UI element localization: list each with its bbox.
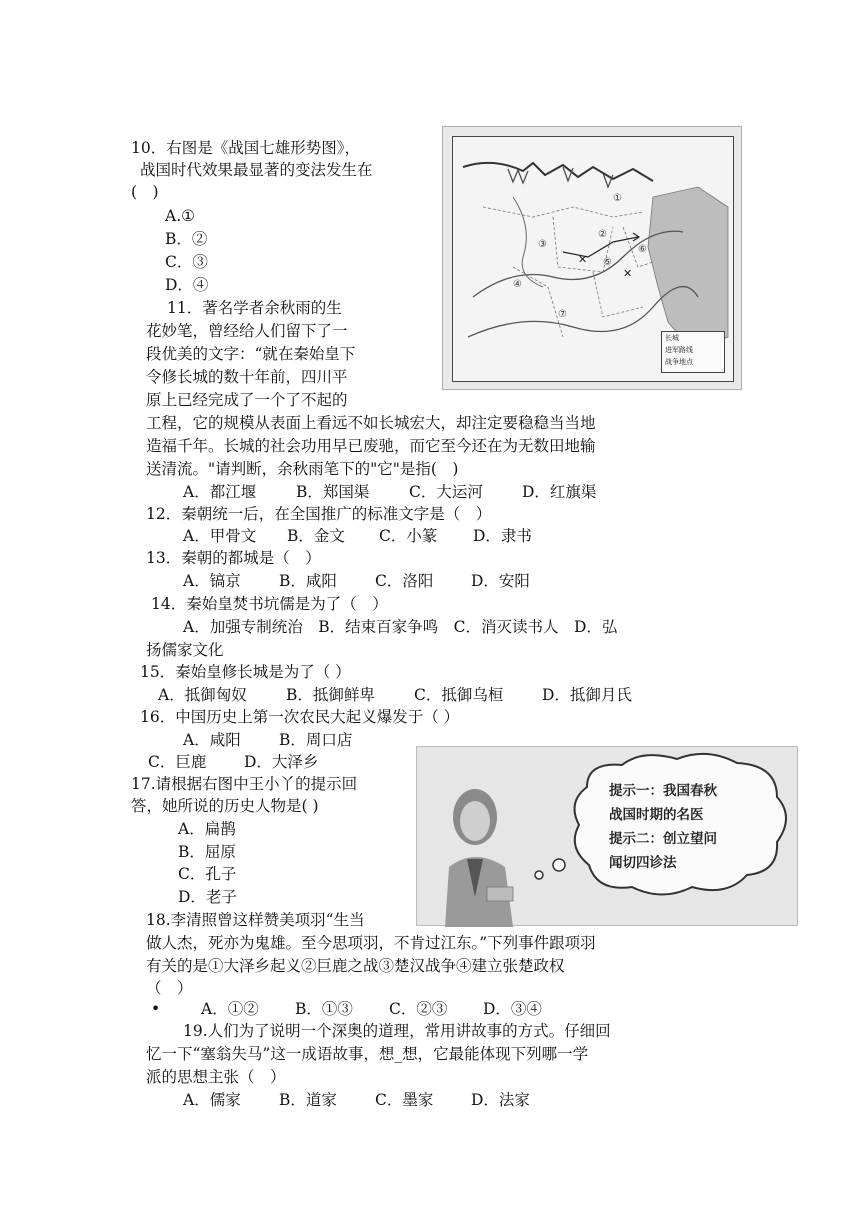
q14-stem: 14．秦始皇焚书坑儒是为了（ ） xyxy=(151,595,388,613)
q13-stem: 13．秦朝的都城是（ ） xyxy=(146,549,321,567)
q19-option-a: A．儒家 xyxy=(183,1091,241,1109)
q18-option-a: A．①② xyxy=(201,1000,259,1018)
q16-options-line2 xyxy=(148,751,318,773)
hint-one-line2: 战国时期的名医 xyxy=(609,807,704,823)
q13-option-d: D．安阳 xyxy=(471,572,530,590)
legend-item-route: 进军路线 xyxy=(665,346,693,354)
q16-options-line1 xyxy=(183,729,352,751)
q17-option-b: B．屈原 xyxy=(178,843,236,861)
q13-option-a: A．镐京 xyxy=(183,572,241,590)
host-illustration xyxy=(417,747,799,927)
q17-option-d: D．老子 xyxy=(178,888,237,906)
q15-option-a: A．抵御匈奴 xyxy=(158,686,247,704)
q19-options xyxy=(183,1089,530,1111)
q18-option-d: D．③④ xyxy=(483,1000,542,1018)
q17-option-c: C．孔子 xyxy=(178,865,237,883)
q11-option-d: D．红旗渠 xyxy=(522,483,597,501)
hint-two-line2: 闻切四诊法 xyxy=(609,855,677,871)
map-marker: ④ xyxy=(513,279,522,290)
q19-option-b: B．道家 xyxy=(279,1091,337,1109)
q11-stem-line6: 工程，它的规模从表面上看远不如长城宏大，却注定要稳稳当当地 xyxy=(146,414,596,432)
q10-option-d: D．④ xyxy=(165,276,209,294)
q17-option-a: A．扁鹊 xyxy=(178,820,236,838)
map-legend xyxy=(661,331,725,373)
q18-stem-line1: 18.李清照曾这样赞美项羽“生当 xyxy=(146,911,365,929)
map-marker: ⑥ xyxy=(638,244,647,255)
q14-options-line2: 扬儒家文化 xyxy=(146,641,224,659)
q11-stem-line4: 令修长城的数十年前，四川平 xyxy=(146,368,348,386)
q19-option-d: D．法家 xyxy=(471,1091,530,1109)
q16-option-d: D．大泽乡 xyxy=(244,753,319,771)
q13-options xyxy=(183,570,530,592)
q10-stem-line1: 10．右图是《战国七雄形势图》， xyxy=(131,139,360,157)
map-marker: ③ xyxy=(538,239,547,250)
q15-option-c: C．抵御乌桓 xyxy=(414,686,504,704)
q15-stem: 15．秦始皇修长城是为了（ ） xyxy=(140,663,351,681)
map-marker: ⑤ xyxy=(603,257,612,268)
q11-option-c: C．大运河 xyxy=(409,483,483,501)
q12-option-d: D．隶书 xyxy=(473,527,532,545)
warring-states-map xyxy=(442,126,742,390)
q13-option-c: C．洛阳 xyxy=(375,572,434,590)
q18-bullet: • xyxy=(151,1000,161,1018)
q16-option-b: B．周口店 xyxy=(279,731,353,749)
q11-option-a: A．都江堰 xyxy=(183,483,257,501)
map-marker: ① xyxy=(613,193,622,204)
q18-options xyxy=(201,998,542,1020)
q19-stem-line3: 派的思想主张（ ） xyxy=(146,1068,286,1086)
q18-stem-line3: 有关的是①大泽乡起义②巨鹿之战③楚汉战争④建立张楚政权 xyxy=(146,957,565,975)
q15-option-d: D．抵御月氏 xyxy=(542,686,632,704)
q11-stem-line8: 送清流。"请判断，余秋雨笔下的"它"是指( ) xyxy=(146,460,459,478)
q19-stem-line1: 19.人们为了说明一个深奥的道理，常用讲故事的方式。仔细回 xyxy=(183,1022,611,1040)
q16-option-c: C．巨鹿 xyxy=(148,753,207,771)
q18-option-c: C．②③ xyxy=(389,1000,448,1018)
q19-option-c: C．墨家 xyxy=(375,1091,434,1109)
q12-options xyxy=(183,525,532,547)
hint-two-line1: 提示二：创立望问 xyxy=(609,831,717,847)
q10-option-a: A.① xyxy=(165,207,196,225)
q10-option-c: C．③ xyxy=(165,253,208,271)
q17-stem-line2: 答，她所说的历史人物是( ) xyxy=(131,797,319,815)
q11-stem-line1: 11．著名学者余秋雨的生 xyxy=(167,299,342,317)
map-frame xyxy=(452,136,734,382)
legend-item-battle: 战争地点 xyxy=(665,358,693,366)
q15-options xyxy=(158,684,632,706)
svg-text:✕: ✕ xyxy=(623,267,633,280)
q17-stem-line1: 17.请根据右图中王小丫的提示回 xyxy=(131,775,358,793)
q16-stem: 16．中国历史上第一次农民大起义爆发于（ ） xyxy=(140,708,460,726)
legend-item-wall: 长城 xyxy=(665,334,679,342)
q10-stem-line2: 战国时代效果最显著的变法发生在 xyxy=(140,161,373,179)
svg-text:✕: ✕ xyxy=(578,253,588,266)
q14-options-line1: A．加强专制统治 B．结束百家争鸣 C．消灭读书人 D．弘 xyxy=(183,618,618,636)
q13-option-b: B．咸阳 xyxy=(279,572,337,590)
q10-stem-line3: ( ) xyxy=(131,183,159,201)
q10-option-b: B．② xyxy=(165,230,208,248)
hint-one-line1: 提示一：我国春秋 xyxy=(609,783,717,799)
host-hint-picture xyxy=(416,746,798,926)
q19-stem-line2: 忆一下“塞翁失马”这一成语故事，想_想，它最能体现下列哪一学 xyxy=(146,1045,589,1063)
q18-option-b: B．①③ xyxy=(295,1000,353,1018)
map-marker: ⑦ xyxy=(558,309,567,320)
q12-option-a: A．甲骨文 xyxy=(183,527,257,545)
q11-stem-line2: 花妙笔，曾经给人们留下了一 xyxy=(146,322,348,340)
q18-stem-line2: 做人杰，死亦为鬼雄。至今思项羽，不肯过江东。”下列事件跟项羽 xyxy=(146,934,596,952)
q12-stem: 12．秦朝统一后，在全国推广的标准文字是（ ） xyxy=(146,505,492,523)
q18-stem-line4: （ ） xyxy=(146,979,193,997)
q12-option-b: B．金文 xyxy=(287,527,345,545)
map-marker: ② xyxy=(598,229,607,240)
q12-option-c: C．小篆 xyxy=(379,527,438,545)
q11-option-b: B．郑国渠 xyxy=(296,483,370,501)
q11-stem-line7: 造福千年。长城的社会功用早已废驰，而它至今还在为无数田地输 xyxy=(146,437,596,455)
q16-option-a: A．咸阳 xyxy=(183,731,241,749)
q11-options xyxy=(183,481,596,503)
q11-stem-line5: 原上已经完成了一个了不起的 xyxy=(146,391,348,409)
q11-stem-line3: 段优美的文字：“就在秦始皇下 xyxy=(146,345,356,363)
q15-option-b: B．抵御鲜卑 xyxy=(286,686,375,704)
